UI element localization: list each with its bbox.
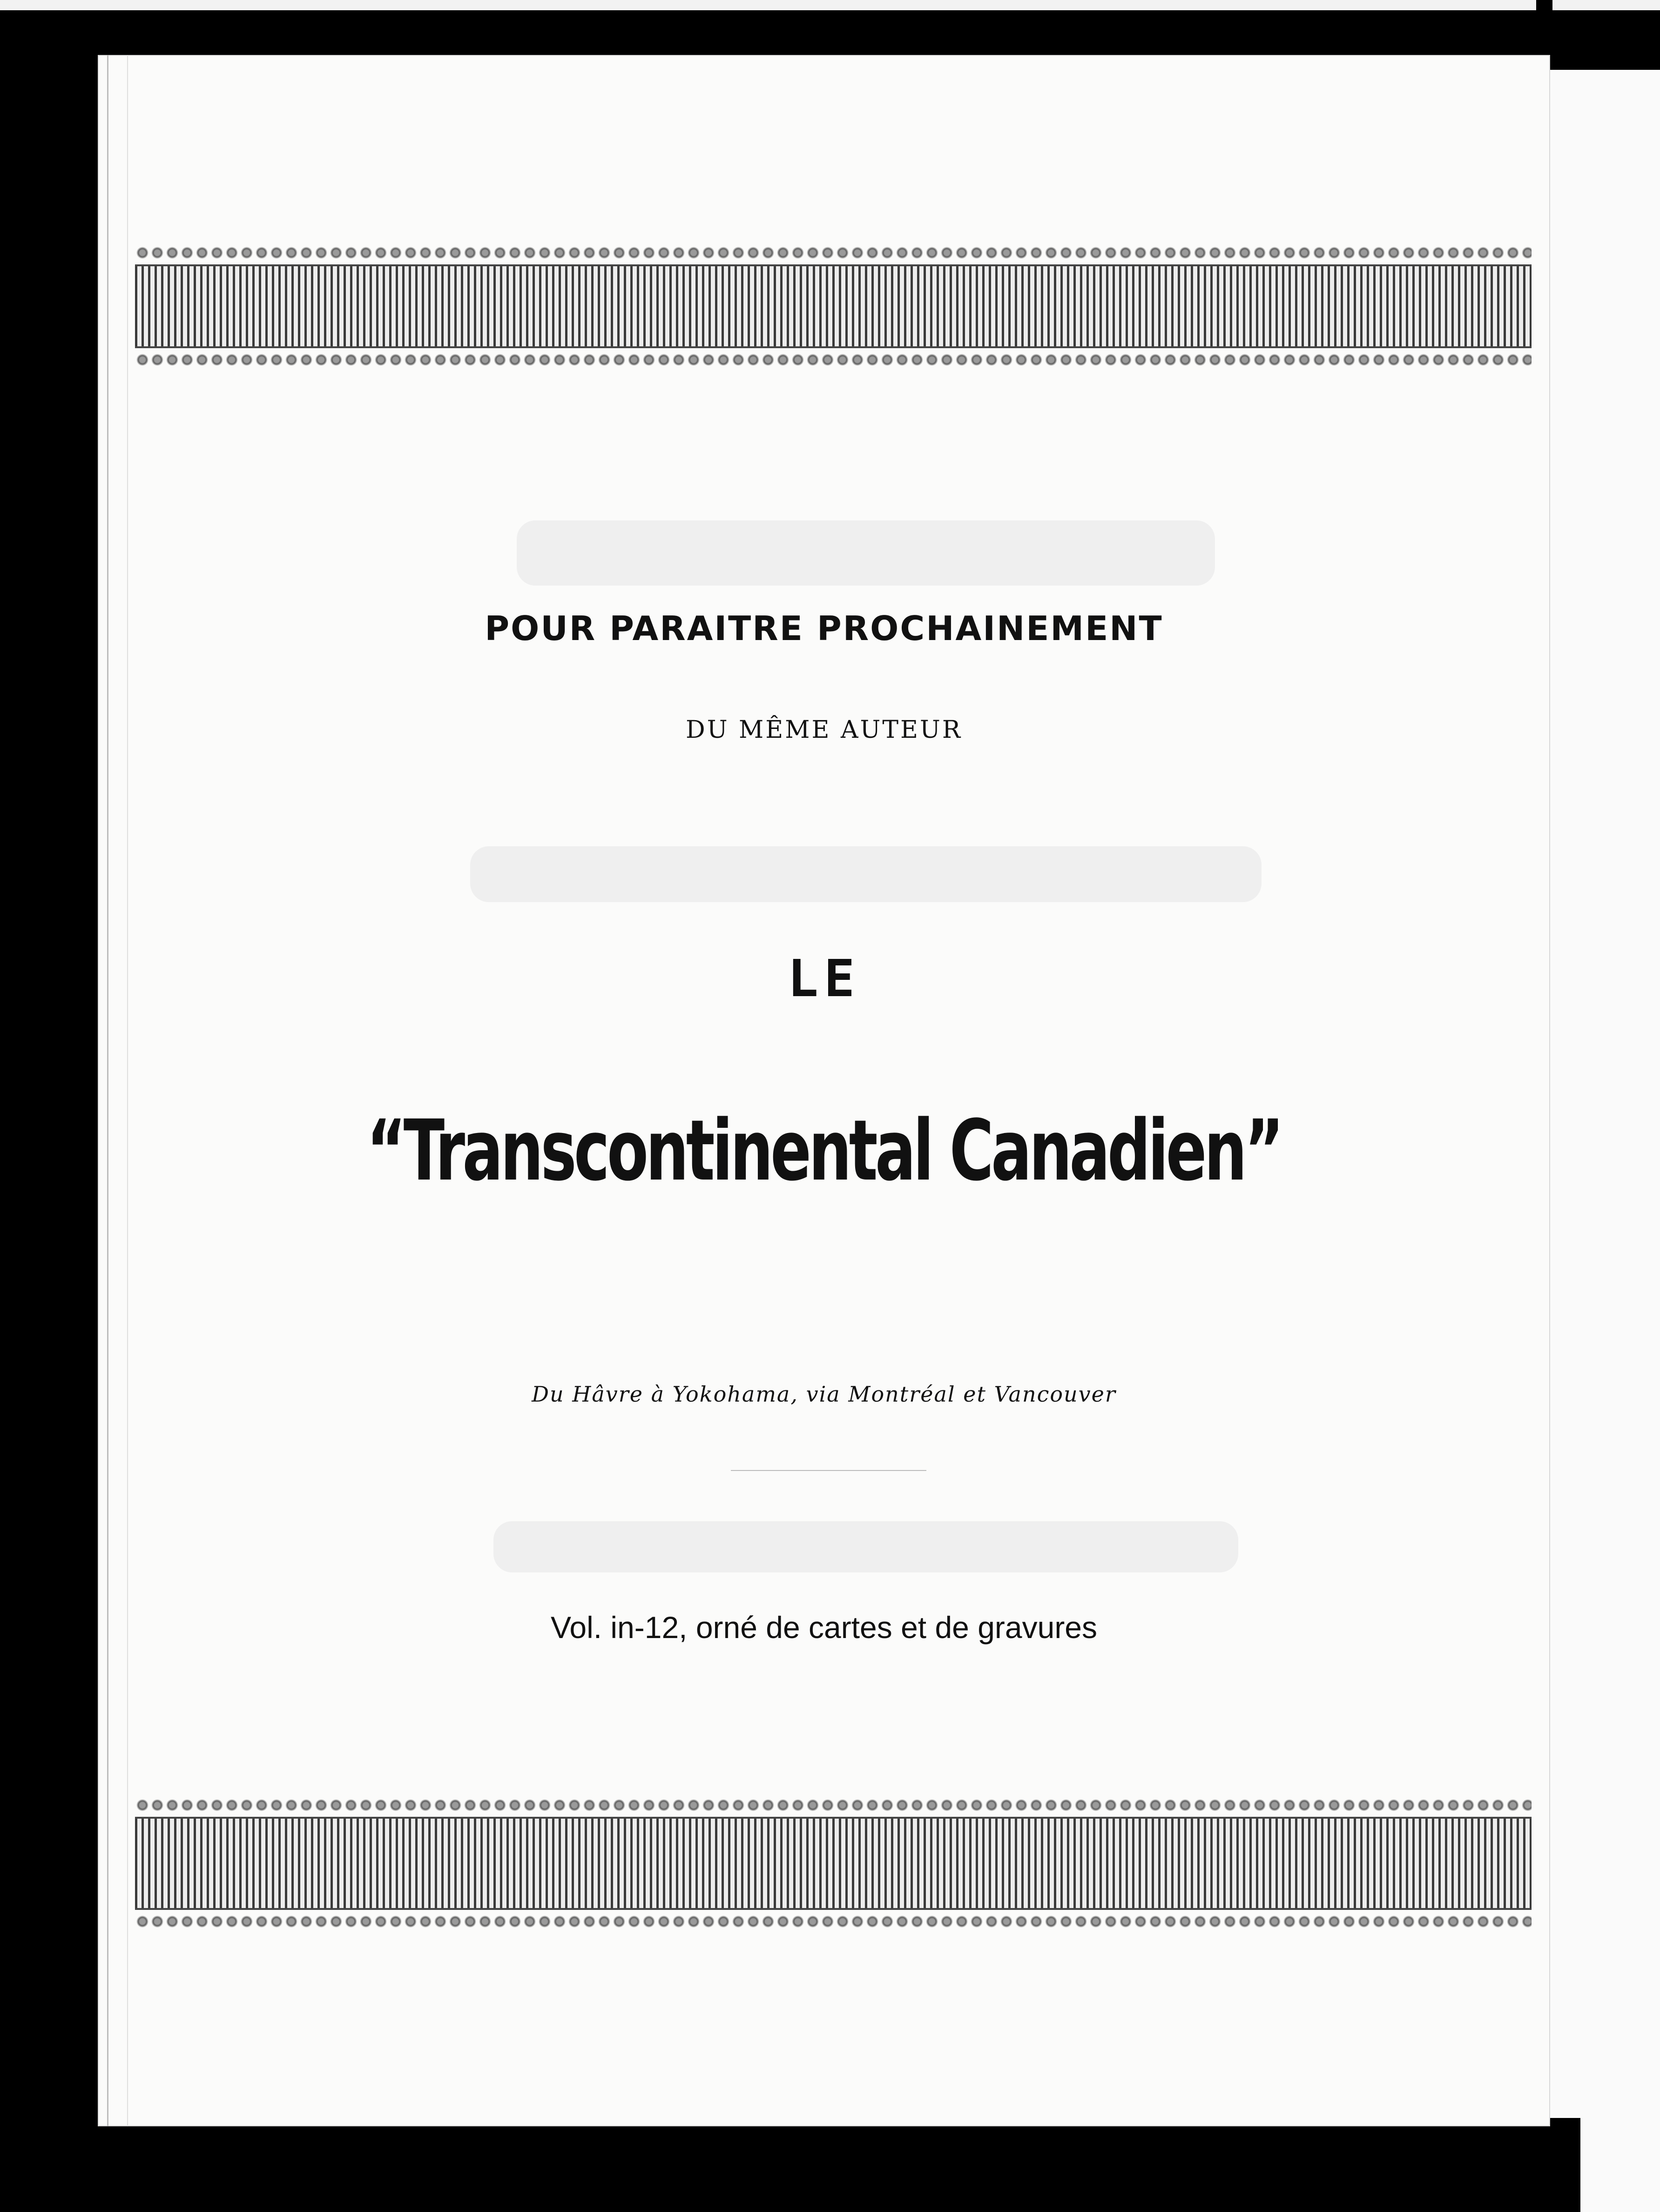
show-through-mark — [517, 520, 1215, 586]
facing-page-edge-lower — [1580, 2071, 1660, 2212]
volume-description: Vol. in-12, orné de cartes et de gravures — [550, 1610, 1097, 1645]
author-note: DU MÊME AUTEUR — [686, 716, 962, 744]
stripe-row — [135, 264, 1532, 348]
bead-row — [135, 1796, 1532, 1814]
divider-rule — [731, 1470, 926, 1471]
bead-row — [135, 243, 1532, 262]
announcement-heading: POUR PARAITRE PROCHAINEMENT — [485, 609, 1163, 648]
show-through-mark — [470, 846, 1262, 902]
stripe-row — [135, 1817, 1532, 1910]
title-article: LE — [787, 949, 861, 1008]
book-title: “Transcontinental Canadien” — [366, 1102, 1282, 1200]
show-through-mark — [493, 1521, 1238, 1572]
previous-page-edge-right — [1552, 0, 1660, 10]
book-page — [98, 55, 1550, 2126]
previous-page-edge — [0, 0, 1536, 10]
bead-row — [135, 351, 1532, 369]
decorative-border-top — [135, 243, 1532, 369]
facing-page-edge — [1550, 70, 1660, 2118]
decorative-border-bottom — [135, 1796, 1532, 1931]
bead-row — [135, 1912, 1532, 1931]
book-subtitle: Du Hâvre à Yokohama, via Montréal et Vancouver — [532, 1382, 1116, 1407]
